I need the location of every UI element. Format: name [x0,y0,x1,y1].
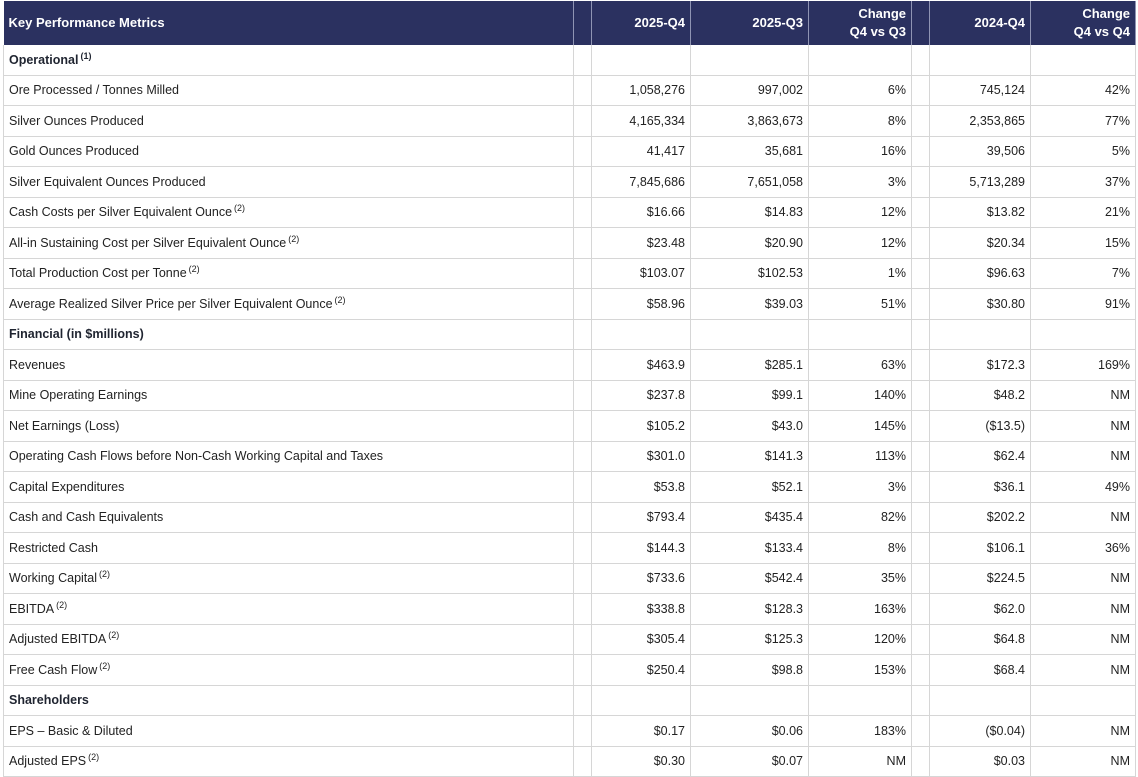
spacer-cell [574,258,592,289]
metric-label: Financial (in $millions) [9,327,144,342]
metric-label: Operating Cash Flows before Non-Cash Working Capital and Taxes [9,449,384,464]
metric-label: EPS – Basic & Diluted [9,723,133,738]
value-2025-q4-cell: 7,845,686 [592,167,691,198]
table-row [4,563,1136,594]
value-2025-q3-cell: $133.4 [691,533,809,564]
value-2025-q3-cell: $0.06 [691,716,809,747]
value-change-q4-vs-q4-cell: 91% [1031,289,1136,320]
metric-label: Operational [9,52,79,67]
value-2025-q3-cell: $141.3 [691,441,809,472]
value-change-q4-vs-q3-cell: 12% [809,228,912,259]
value-2024-q4-cell: $30.80 [930,289,1031,320]
footnote-marker: (2) [288,233,300,244]
header-spacer [574,1,592,45]
metric-label: Net Earnings (Loss) [9,418,120,433]
value-2025-q4-cell: $0.30 [592,746,691,777]
footnote-marker: (2) [234,203,246,214]
spacer-cell [912,563,930,594]
value-change-q4-vs-q4-cell: 21% [1031,197,1136,228]
value-change-q4-vs-q4-cell [1031,319,1136,350]
value-2025-q4-cell [592,45,691,75]
value-change-q4-vs-q3-cell: 12% [809,197,912,228]
value-2024-q4-cell: $64.8 [930,624,1031,655]
value-change-q4-vs-q3-cell: 16% [809,136,912,167]
metric-label-cell [4,75,574,106]
spacer-cell [574,380,592,411]
value-change-q4-vs-q4-cell: 169% [1031,350,1136,381]
footnote-marker: (2) [99,660,111,671]
spacer-cell [574,594,592,625]
spacer-cell [912,502,930,533]
spacer-cell [912,350,930,381]
value-change-q4-vs-q4-cell: NM [1031,502,1136,533]
footnote-marker: (2) [99,569,111,580]
value-change-q4-vs-q3-cell [809,45,912,75]
value-2024-q4-cell: 39,506 [930,136,1031,167]
value-2024-q4-cell: $68.4 [930,655,1031,686]
metric-label: Adjusted EBITDA [9,632,107,647]
value-change-q4-vs-q4-cell [1031,685,1136,716]
spacer-cell [912,441,930,472]
metric-label-cell [4,350,574,381]
spacer-cell [574,136,592,167]
metric-label: Silver Ounces Produced [9,113,144,128]
spacer-cell [574,228,592,259]
metric-label-cell [4,289,574,320]
spacer-cell [574,685,592,716]
value-change-q4-vs-q3-cell: 8% [809,533,912,564]
value-2025-q3-cell: $43.0 [691,411,809,442]
value-2024-q4-cell: ($0.04) [930,716,1031,747]
value-change-q4-vs-q3-cell: 163% [809,594,912,625]
metric-label-cell [4,228,574,259]
metric-label-cell [4,167,574,198]
metric-label-cell [4,746,574,777]
metric-label: Shareholders [9,693,89,708]
metric-label-cell [4,136,574,167]
spacer-cell [574,106,592,137]
table-row [4,594,1136,625]
value-change-q4-vs-q3-cell: 153% [809,655,912,686]
value-2024-q4-cell: 2,353,865 [930,106,1031,137]
metric-label: Restricted Cash [9,540,98,555]
value-2025-q3-cell: 7,651,058 [691,167,809,198]
value-2025-q3-cell: $285.1 [691,350,809,381]
spacer-cell [574,289,592,320]
value-change-q4-vs-q4-cell: NM [1031,563,1136,594]
spacer-cell [912,319,930,350]
value-change-q4-vs-q4-cell: NM [1031,380,1136,411]
value-2025-q4-cell: $338.8 [592,594,691,625]
value-2025-q3-cell: $52.1 [691,472,809,503]
value-change-q4-vs-q4-cell: 7% [1031,258,1136,289]
value-change-q4-vs-q3-cell: 8% [809,106,912,137]
spacer-cell [912,136,930,167]
table-row [4,411,1136,442]
metric-label: Cash Costs per Silver Equivalent Ounce [9,205,233,220]
value-2025-q3-cell: $20.90 [691,228,809,259]
value-2025-q4-cell [592,319,691,350]
footnote-marker: (2) [108,630,120,641]
metric-label-cell [4,441,574,472]
header-title: Key Performance Metrics [4,1,574,45]
spacer-cell [574,533,592,564]
value-change-q4-vs-q3-cell [809,685,912,716]
header-2024-q4: 2024-Q4 [930,1,1031,45]
spacer-cell [574,45,592,75]
metric-label-cell [4,716,574,747]
value-change-q4-vs-q3-cell [809,319,912,350]
metric-label-cell [4,258,574,289]
table-row [4,472,1136,503]
spacer-cell [912,716,930,747]
metric-label: Capital Expenditures [9,479,125,494]
value-change-q4-vs-q3-cell: 3% [809,472,912,503]
header-change-q4-vs-q4 [1031,1,1136,45]
value-2024-q4-cell [930,45,1031,75]
spacer-cell [574,75,592,106]
value-change-q4-vs-q3-cell: 3% [809,167,912,198]
value-2025-q4-cell: $144.3 [592,533,691,564]
metric-label-cell [4,685,574,716]
section-header-row [4,319,1136,350]
value-change-q4-vs-q3-cell: 6% [809,75,912,106]
value-2025-q4-cell: $733.6 [592,563,691,594]
value-change-q4-vs-q4-cell: 5% [1031,136,1136,167]
value-change-q4-vs-q3-cell: 183% [809,716,912,747]
spacer-cell [574,746,592,777]
value-change-q4-vs-q3-cell: 120% [809,624,912,655]
value-change-q4-vs-q3-cell: 140% [809,380,912,411]
value-2024-q4-cell: 5,713,289 [930,167,1031,198]
header-change-q4-vs-q3 [809,1,912,45]
metric-label-cell [4,45,574,75]
metric-label: Adjusted EPS [9,754,87,769]
table-row [4,258,1136,289]
table-row [4,533,1136,564]
value-2025-q4-cell: $237.8 [592,380,691,411]
metric-label-cell [4,502,574,533]
metric-label: Cash and Cash Equivalents [9,510,164,525]
spacer-cell [574,319,592,350]
metric-label-cell [4,197,574,228]
value-change-q4-vs-q3-cell: 51% [809,289,912,320]
value-change-q4-vs-q4-cell: 37% [1031,167,1136,198]
value-2024-q4-cell: $224.5 [930,563,1031,594]
value-2024-q4-cell: $106.1 [930,533,1031,564]
value-2025-q4-cell: $0.17 [592,716,691,747]
value-2024-q4-cell [930,685,1031,716]
value-2024-q4-cell: $48.2 [930,380,1031,411]
value-2025-q3-cell [691,45,809,75]
value-2025-q3-cell: $435.4 [691,502,809,533]
value-2025-q3-cell: $39.03 [691,289,809,320]
header-2025-q3: 2025-Q3 [691,1,809,45]
footnote-marker: (2) [334,294,346,305]
metric-label-cell [4,380,574,411]
spacer-cell [912,228,930,259]
value-change-q4-vs-q3-cell: 1% [809,258,912,289]
spacer-cell [574,411,592,442]
metric-label-cell [4,563,574,594]
header-2025-q4: 2025-Q4 [592,1,691,45]
value-change-q4-vs-q3-cell: 82% [809,502,912,533]
metric-label-cell [4,533,574,564]
spacer-cell [912,75,930,106]
value-2025-q3-cell: $0.07 [691,746,809,777]
value-change-q4-vs-q3-cell: 113% [809,441,912,472]
spacer-cell [912,594,930,625]
table-row [4,380,1136,411]
table-row [4,624,1136,655]
value-2025-q3-cell: $102.53 [691,258,809,289]
spacer-cell [912,624,930,655]
table-header-row [4,1,1136,45]
spacer-cell [912,685,930,716]
value-2025-q3-cell: $125.3 [691,624,809,655]
table-row [4,655,1136,686]
metric-label-cell [4,411,574,442]
spacer-cell [574,167,592,198]
value-2024-q4-cell: $172.3 [930,350,1031,381]
spacer-cell [912,258,930,289]
footnote-marker: (2) [88,752,100,763]
value-2025-q3-cell: $542.4 [691,563,809,594]
value-change-q4-vs-q4-cell: NM [1031,655,1136,686]
value-2025-q3-cell: $14.83 [691,197,809,228]
value-2024-q4-cell: $62.4 [930,441,1031,472]
section-header-row [4,685,1136,716]
spacer-cell [574,716,592,747]
value-2025-q4-cell [592,685,691,716]
metric-label: EBITDA [9,601,55,616]
value-change-q4-vs-q4-cell: NM [1031,411,1136,442]
spacer-cell [912,106,930,137]
value-2025-q4-cell: $105.2 [592,411,691,442]
value-change-q4-vs-q4-cell: 77% [1031,106,1136,137]
value-change-q4-vs-q4-cell: NM [1031,624,1136,655]
value-2024-q4-cell: ($13.5) [930,411,1031,442]
metric-label: Revenues [9,357,66,372]
value-2025-q4-cell: $250.4 [592,655,691,686]
table-row [4,136,1136,167]
spacer-cell [574,563,592,594]
value-2024-q4-cell: $36.1 [930,472,1031,503]
value-2024-q4-cell: $0.03 [930,746,1031,777]
spacer-cell [912,45,930,75]
value-2025-q4-cell: $53.8 [592,472,691,503]
value-change-q4-vs-q3-cell: NM [809,746,912,777]
value-2024-q4-cell: $202.2 [930,502,1031,533]
spacer-cell [912,411,930,442]
value-2025-q4-cell: $301.0 [592,441,691,472]
spacer-cell [912,655,930,686]
value-2024-q4-cell [930,319,1031,350]
value-change-q4-vs-q3-cell: 35% [809,563,912,594]
header-change-q4-vs-q3-line2: Q4 vs Q3 [849,24,906,39]
table-row [4,197,1136,228]
value-2025-q4-cell: 4,165,334 [592,106,691,137]
section-header-row [4,45,1136,75]
table-row [4,106,1136,137]
value-change-q4-vs-q4-cell: NM [1031,441,1136,472]
footnote-marker: (2) [188,264,200,275]
value-2025-q3-cell: 35,681 [691,136,809,167]
value-2025-q4-cell: $58.96 [592,289,691,320]
value-2025-q4-cell: $23.48 [592,228,691,259]
table-row [4,441,1136,472]
spacer-cell [574,502,592,533]
metric-label-cell [4,624,574,655]
metric-label: Average Realized Silver Price per Silver Equivalent Ounce [9,296,333,311]
metric-label: Mine Operating Earnings [9,388,148,403]
value-2025-q4-cell: $793.4 [592,502,691,533]
metric-label-cell [4,319,574,350]
value-change-q4-vs-q4-cell: 49% [1031,472,1136,503]
value-2025-q4-cell: $463.9 [592,350,691,381]
metric-label-cell [4,472,574,503]
spacer-cell [912,167,930,198]
value-2025-q3-cell: $99.1 [691,380,809,411]
value-2025-q4-cell: $103.07 [592,258,691,289]
table-row [4,746,1136,777]
metric-label: Total Production Cost per Tonne [9,266,187,281]
value-change-q4-vs-q4-cell: NM [1031,746,1136,777]
header-change-q4-vs-q4-line1: Change [1082,6,1130,21]
spacer-cell [912,197,930,228]
metric-label: Free Cash Flow [9,662,98,677]
value-2024-q4-cell: $20.34 [930,228,1031,259]
value-2024-q4-cell: $13.82 [930,197,1031,228]
table-row [4,75,1136,106]
spacer-cell [574,441,592,472]
value-change-q4-vs-q3-cell: 63% [809,350,912,381]
value-2024-q4-cell: 745,124 [930,75,1031,106]
value-2025-q4-cell: 1,058,276 [592,75,691,106]
value-change-q4-vs-q4-cell: 15% [1031,228,1136,259]
value-2024-q4-cell: $96.63 [930,258,1031,289]
value-2024-q4-cell: $62.0 [930,594,1031,625]
metric-label: Ore Processed / Tonnes Milled [9,83,179,98]
value-2025-q3-cell [691,685,809,716]
metric-label: All-in Sustaining Cost per Silver Equivalent Ounce [9,235,287,250]
spacer-cell [912,472,930,503]
spacer-cell [574,197,592,228]
value-2025-q4-cell: $16.66 [592,197,691,228]
value-2025-q3-cell: 997,002 [691,75,809,106]
value-2025-q3-cell: $98.8 [691,655,809,686]
footnote-marker: (2) [56,599,68,610]
metric-label-cell [4,594,574,625]
value-change-q4-vs-q4-cell: 42% [1031,75,1136,106]
spacer-cell [574,350,592,381]
header-change-q4-vs-q3-line1: Change [858,6,906,21]
value-change-q4-vs-q4-cell: NM [1031,716,1136,747]
spacer-cell [912,289,930,320]
header-spacer [912,1,930,45]
spacer-cell [912,533,930,564]
value-2025-q3-cell [691,319,809,350]
value-2025-q3-cell: 3,863,673 [691,106,809,137]
metric-label: Gold Ounces Produced [9,144,139,159]
value-change-q4-vs-q3-cell: 145% [809,411,912,442]
metric-label-cell [4,106,574,137]
metric-label-cell [4,655,574,686]
value-2025-q4-cell: 41,417 [592,136,691,167]
value-change-q4-vs-q4-cell: 36% [1031,533,1136,564]
value-2025-q4-cell: $305.4 [592,624,691,655]
spacer-cell [912,380,930,411]
metric-label: Working Capital [9,571,98,586]
table-row [4,228,1136,259]
spacer-cell [574,472,592,503]
table-row [4,716,1136,747]
table-body [4,45,1136,777]
header-change-q4-vs-q4-line2: Q4 vs Q4 [1073,24,1130,39]
spacer-cell [912,746,930,777]
spacer-cell [574,624,592,655]
value-2025-q3-cell: $128.3 [691,594,809,625]
table-row [4,502,1136,533]
table-row [4,289,1136,320]
key-performance-metrics-table [3,1,1136,777]
value-change-q4-vs-q4-cell [1031,45,1136,75]
value-change-q4-vs-q4-cell: NM [1031,594,1136,625]
metric-label: Silver Equivalent Ounces Produced [9,174,206,189]
footnote-marker: (1) [80,50,92,61]
table-row [4,350,1136,381]
table-row [4,167,1136,198]
spacer-cell [574,655,592,686]
